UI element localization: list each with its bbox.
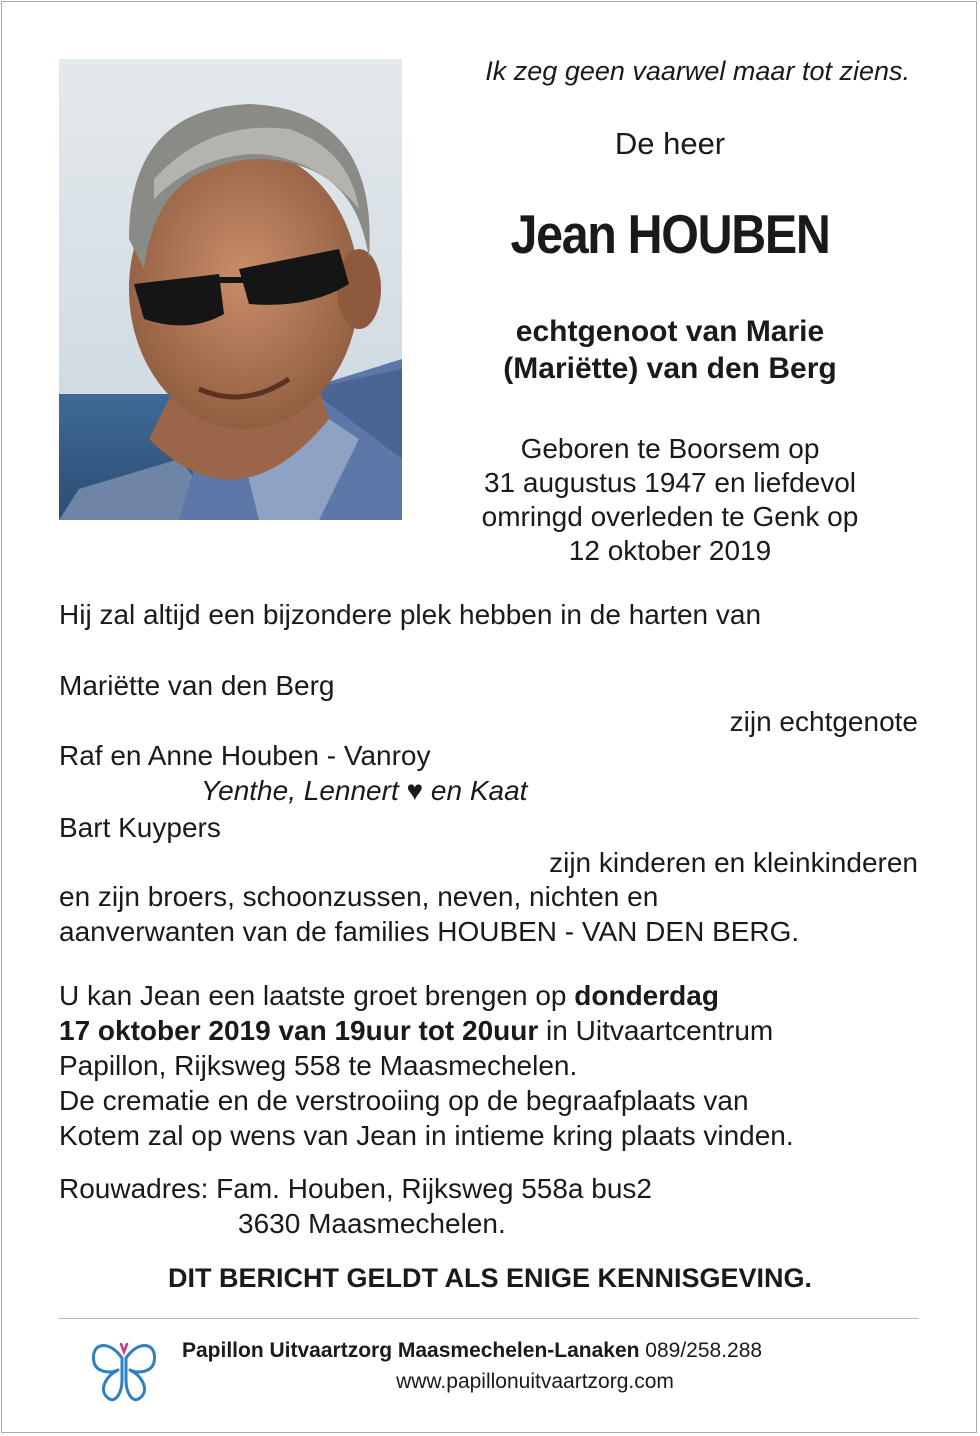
birth-death-info <box>440 432 900 568</box>
visit-line-3: Papillon, Rijksweg 558 te Maasmechelen. <box>59 1050 578 1081</box>
child-1: Raf en Anne Houben - Vanroy <box>59 740 431 771</box>
child-2: Bart Kuypers <box>59 812 221 843</box>
butterfly-logo-icon <box>88 1330 160 1406</box>
visit-line-5: Kotem zal op wens van Jean in intieme kring plaats vinden. <box>59 1120 794 1151</box>
visit-line-1: U kan Jean een laatste groet brengen op donderdag <box>59 980 719 1011</box>
salutation: De heer <box>614 126 726 161</box>
company-phone[interactable]: 089/258.288 <box>639 1339 763 1362</box>
children-role: zijn kinderen en kleinkinderen <box>549 847 918 878</box>
born-line-1: Geboren te Boorsem op <box>520 433 820 464</box>
spouse-info <box>440 313 900 387</box>
official-notice: DIT BERICHT GELDT ALS ENIGE KENNISGEVING. <box>167 1263 813 1293</box>
company-website[interactable]: www.papillonuitvaartzorg.com <box>396 1370 674 1393</box>
mourning-address-line-1: Rouwadres: Fam. Houben, Rijksweg 558a bus2 <box>59 1173 652 1204</box>
wife-name: Mariëtte van den Berg <box>59 670 335 701</box>
wife-role: zijn echtgenote <box>729 706 918 737</box>
company-name: Papillon Uitvaartzorg Maasmechelen-Lanaken <box>182 1339 640 1362</box>
born-line-4: 12 oktober 2019 <box>568 535 772 566</box>
spouse-line-2: (Mariëtte) van den Berg <box>503 352 837 385</box>
visit-line-2: 17 oktober 2019 van 19uur tot 20uur in Uitvaartcentrum <box>59 1015 774 1046</box>
portrait-photo <box>59 59 402 520</box>
mourning-address-line-2: 3630 Maasmechelen. <box>238 1208 506 1239</box>
visit-day: donderdag <box>574 980 719 1011</box>
visit-line-4: De crematie en de verstrooiing op de begraafplaats van <box>59 1085 749 1116</box>
intro-text: Hij zal altijd een bijzondere plek hebben in de harten van <box>59 599 762 630</box>
footer-company-line <box>182 1339 762 1363</box>
spouse-line-1: echtgenoot van Marie <box>515 315 825 348</box>
visitation-paragraph <box>59 978 919 1153</box>
born-line-3: omringd overleden te Genk op <box>481 501 859 532</box>
deceased-name: Jean HOUBEN <box>510 203 830 265</box>
visit-date-time: 17 oktober 2019 van 19uur tot 20uur <box>59 1015 539 1046</box>
others-line-1: en zijn broers, schoonzussen, neven, nichten en <box>59 881 659 912</box>
born-line-2: 31 augustus 1947 en liefdevol <box>483 467 857 498</box>
grandchildren: Yenthe, Lennert ♥ en Kaat <box>201 775 528 806</box>
footer-divider <box>59 1318 919 1319</box>
others-line-2: aanverwanten van de families HOUBEN - VAN DEN BERG. <box>59 916 800 947</box>
motto-quote: Ik zeg geen vaarwel maar tot ziens. <box>485 56 910 86</box>
